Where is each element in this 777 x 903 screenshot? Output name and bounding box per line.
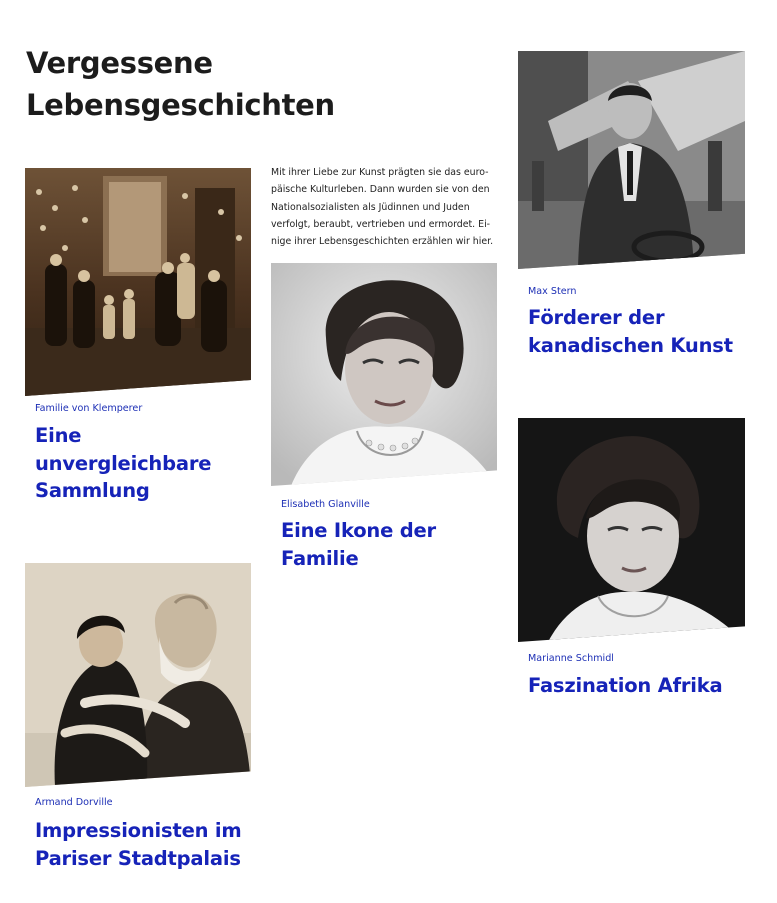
- klemperer-title-line-2: unvergleichbare: [35, 451, 212, 475]
- story-card-stern[interactable]: [518, 51, 745, 371]
- story-card-dorville[interactable]: [25, 563, 251, 881]
- story-card-glanville[interactable]: [271, 263, 497, 575]
- dorville-title-line-1: Impressionisten im: [35, 819, 242, 842]
- page-title-line-1: Vergessene: [26, 46, 213, 80]
- dorville-title[interactable]: [35, 817, 241, 872]
- intro-line-5: nige ihrer Lebensgeschichten erzählen wir hier.: [271, 236, 494, 248]
- glanville-title[interactable]: [281, 517, 436, 572]
- glanville-caption: Elisabeth Glanville: [281, 499, 370, 510]
- stern-photo-image: [518, 51, 745, 269]
- glanville-title-line-1: Eine Ikone der: [281, 519, 436, 542]
- schmidl-caption: Marianne Schmidl: [528, 653, 614, 664]
- klemperer-photo[interactable]: [25, 168, 251, 396]
- klemperer-title[interactable]: [35, 422, 211, 505]
- klemperer-title-line-3: Sammlung: [35, 479, 150, 502]
- glanville-photo[interactable]: [271, 263, 497, 486]
- intro-line-4: verfolgt, beraubt, vertrieben und ermordet. Ei-: [271, 218, 491, 230]
- dorville-photo-image: [25, 563, 251, 787]
- stern-title-line-1: Förderer der: [528, 306, 665, 329]
- intro-line-2: päische Kulturleben. Dann wurden sie von den: [271, 184, 490, 196]
- story-card-klemperer[interactable]: [25, 168, 251, 508]
- page-title-line-2: Lebensgeschichten: [26, 88, 335, 122]
- glanville-title-line-2: Familie: [281, 546, 359, 570]
- intro-text: [271, 164, 497, 250]
- schmidl-photo-image: [518, 418, 745, 642]
- stern-caption: Max Stern: [528, 286, 577, 297]
- dorville-caption: Armand Dorville: [35, 797, 113, 808]
- intro-line-1: Mit ihrer Liebe zur Kunst prägten sie das euro-: [271, 167, 489, 178]
- klemperer-title-line-1: Eine: [35, 424, 82, 447]
- glanville-photo-image: [271, 263, 497, 486]
- schmidl-title-line-1: Faszination Afrika: [528, 674, 723, 697]
- story-card-schmidl[interactable]: [518, 418, 745, 708]
- intro-line-3: Nationalsozialisten als Jüdinnen und Juden: [271, 201, 470, 213]
- klemperer-caption: Familie von Klemperer: [35, 403, 143, 414]
- schmidl-title[interactable]: [528, 672, 723, 700]
- page-title: [26, 42, 335, 126]
- schmidl-photo[interactable]: [518, 418, 745, 642]
- stern-title[interactable]: [528, 304, 733, 359]
- stern-photo[interactable]: [518, 51, 745, 269]
- dorville-photo[interactable]: [25, 563, 251, 787]
- dorville-title-line-2: Pariser Stadtpalais: [35, 846, 241, 870]
- klemperer-photo-image: [25, 168, 251, 396]
- stern-title-line-2: kanadischen Kunst: [528, 333, 733, 357]
